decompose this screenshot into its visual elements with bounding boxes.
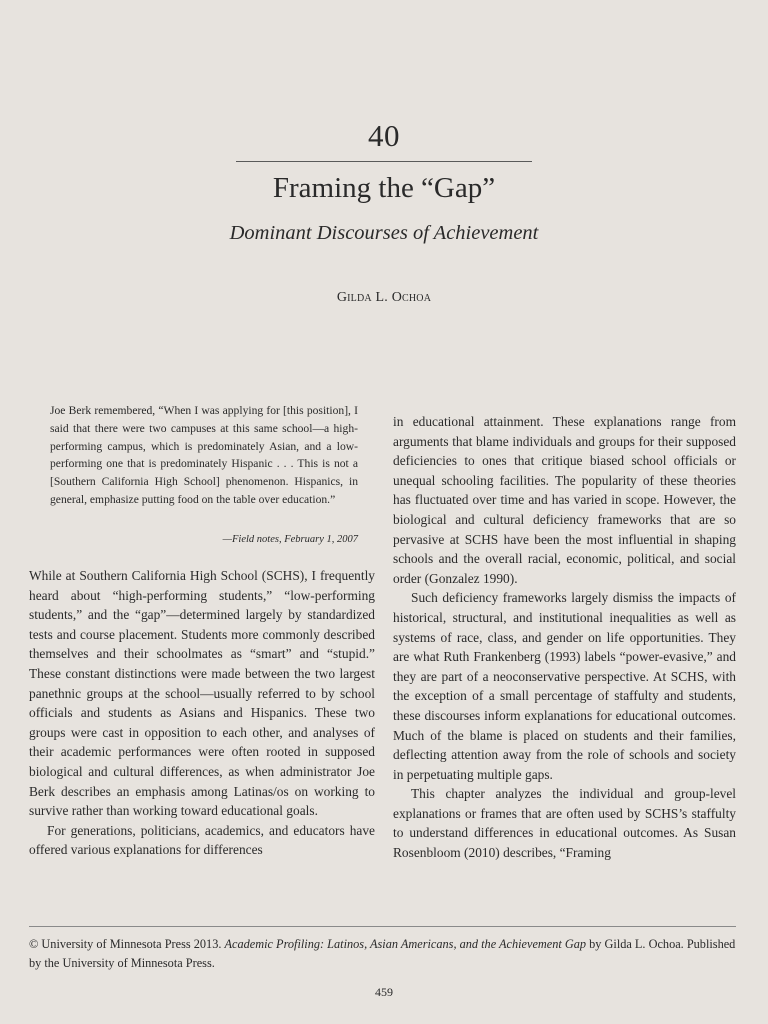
- epigraph-attribution: —Field notes, February 1, 2007: [222, 534, 358, 545]
- epigraph: [50, 402, 358, 509]
- body-paragraph: Such deficiency frameworks largely dismiss the impacts of historical, structural, and institutional inequalities as well as systems of race, class, and gender on life opportunities. They are what Ruth Frankenberg (1993) labels “power-evasive,” and they are part of a neoconservative perspective. At SCHS, with the exception of a small percentage of staffulty and students, these discourses inform explanations for educational outcomes. Much of the blame is placed on students and their families, deflecting attention away from the role of schools and society in perpetuating multiple gaps.: [393, 590, 736, 782]
- copyright-prefix: © University of Minnesota Press 2013.: [29, 937, 222, 951]
- copyright-suffix: by Gilda L. Ochoa. Published by the University of Minnesota Press.: [29, 937, 736, 970]
- book-title: Academic Profiling: Latinos, Asian Americans, and the Achievement Gap: [224, 937, 587, 951]
- epigraph-text: Joe Berk remembered, “When I was applying for [this position], I said that there were two campuses at this same school—a high-performing campus, which is predominately Asian, and a low-performing one that is predominately Hispanic . . . This is not a [Southern California High School] phenomenon. Hispanics, in general, emphasize putting food on the table over education.”: [50, 404, 358, 506]
- chapter-author: Gilda L. Ochoa: [336, 290, 432, 305]
- right-column: [393, 412, 736, 863]
- body-paragraph: This chapter analyzes the individual and group-level explanations or frames that are often used by SCHS’s staffulty to understand differences in educational outcomes. As Susan Rosenbloom (2010) describes, “Framing: [393, 786, 736, 861]
- footer-rule: [29, 926, 736, 927]
- copyright-footnote: [29, 935, 736, 973]
- chapter-title: Framing the “Gap”: [272, 172, 496, 204]
- body-paragraph: For generations, politicians, academics, and educators have offered various explanations for differences: [29, 822, 375, 858]
- body-paragraph: in educational attainment. These explanations range from arguments that blame individuals and groups for their supposed deficiencies to ones that critique biased school officials or unequal schooling facilities. The popularity of these theories has fluctuated over time and has varied in scope. However, the biological and cultural deficiency frameworks that are so pervasive at SCHS have been the most influential in shaping schools and the overall racial, economic, political, and social order (Gonzalez 1990).: [393, 414, 736, 586]
- title-rule: [236, 161, 532, 162]
- chapter-subtitle: Dominant Discourses of Achievement: [229, 222, 539, 244]
- body-paragraph: While at Southern California High School (SCHS), I frequently heard about “high-performing students,” “low-performing students,” and the “gap”—determined largely by standardized tests and course placement. Students more commonly described themselves and their schoolmates as “smart” and “stupid.” These constant distinctions were made between the two largest panethnic groups at the school—usually referred to by school officials and students as Asians and Hispanics. These two groups were cast in opposition to each other, and analyses of their academic performances were often rooted in supposed biological and cultural differences, as when administrator Joe Berk describes an emphasis among Latinas/os on working to survive rather than working toward educational goals.: [29, 568, 375, 819]
- chapter-number: 40: [368, 118, 400, 153]
- left-column: [29, 566, 375, 860]
- page-number: 459: [375, 985, 393, 999]
